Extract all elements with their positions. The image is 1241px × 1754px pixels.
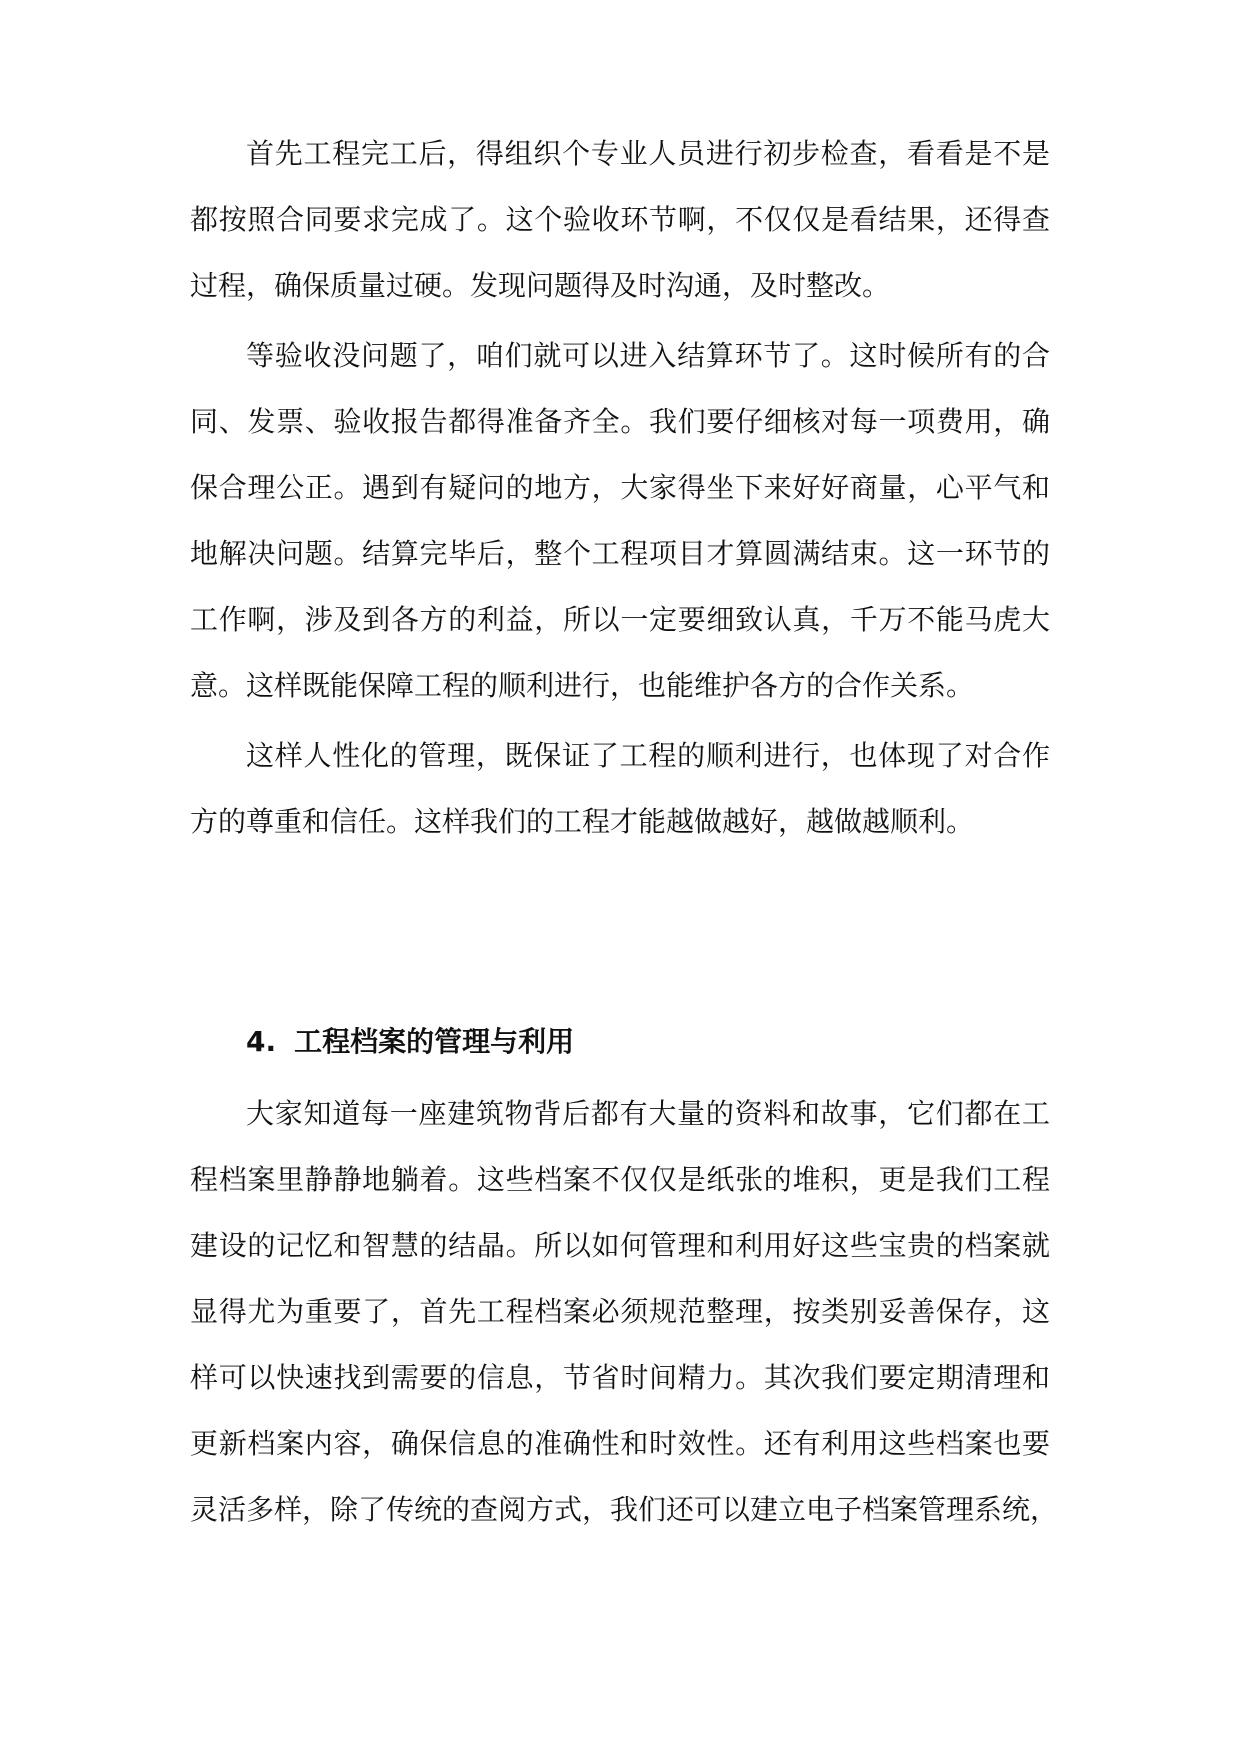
- text-line: 程档案里静静地躺着。这些档案不仅仅是纸张的堆积，更是我们工程: [190, 1163, 1050, 1196]
- text-line: 建设的记忆和智慧的结晶。所以如何管理和利用好这些宝贵的档案就: [190, 1229, 1050, 1262]
- text-line: 样可以快速找到需要的信息，节省时间精力。其次我们要定期清理和: [190, 1361, 1050, 1394]
- text-line: 首先工程完工后，得组织个专业人员进行初步检查，看看是不是: [246, 137, 1050, 170]
- text-line: 显得尤为重要了，首先工程档案必须规范整理，按类别妥善保存，这: [190, 1295, 1050, 1328]
- text-line: 大家知道每一座建筑物背后都有大量的资料和故事，它们都在工: [246, 1097, 1050, 1130]
- text-line: 方的尊重和信任。这样我们的工程才能越做越好，越做越顺利。: [190, 805, 975, 838]
- text-line: 保合理公正。遇到有疑问的地方，大家得坐下来好好商量，心平气和: [190, 471, 1050, 504]
- section-number: 4.: [246, 1025, 277, 1058]
- text-line: 意。这样既能保障工程的顺利进行，也能维护各方的合作关系。: [190, 669, 975, 702]
- section-heading: [246, 1022, 574, 1062]
- text-line: 同、发票、验收报告都得准备齐全。我们要仔细核对每一项费用，确: [190, 405, 1050, 438]
- text-line: 更新档案内容，确保信息的准确性和时效性。还有利用这些档案也要: [190, 1427, 1050, 1460]
- text-line: 等验收没问题了，咱们就可以进入结算环节了。这时候所有的合: [246, 339, 1050, 372]
- text-line: 这样人性化的管理，既保证了工程的顺利进行，也体现了对合作: [246, 739, 1050, 772]
- section-title: 工程档案的管理与利用: [294, 1025, 575, 1058]
- text-line: 地解决问题。结算完毕后，整个工程项目才算圆满结束。这一环节的: [190, 537, 1050, 570]
- text-line: 灵活多样，除了传统的查阅方式，我们还可以建立电子档案管理系统，: [190, 1493, 1059, 1526]
- text-line: 过程，确保质量过硬。发现问题得及时沟通，及时整改。: [190, 269, 891, 302]
- text-line: 工作啊，涉及到各方的利益，所以一定要细致认真，千万不能马虎大: [190, 603, 1050, 636]
- text-line: 都按照合同要求完成了。这个验收环节啊，不仅仅是看结果，还得查: [190, 203, 1050, 236]
